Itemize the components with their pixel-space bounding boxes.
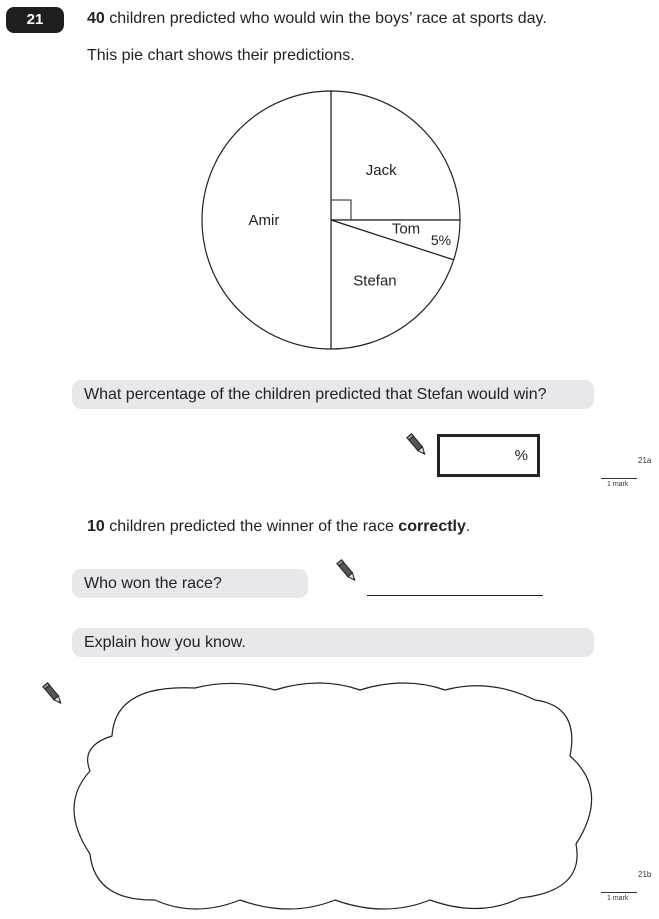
- correct-text-after: .: [465, 518, 471, 535]
- pie-label-jack: Jack: [365, 161, 397, 179]
- pie-slice-jack: [331, 91, 460, 220]
- mark-code-21b: 21b: [638, 870, 652, 879]
- part-b-prompt-explain: Explain how you know.: [72, 628, 594, 657]
- mark-line-21b: [601, 892, 637, 893]
- question-intro: [87, 10, 547, 28]
- pie-chart: [195, 84, 470, 354]
- pencil-icon: [42, 680, 64, 708]
- answer-box-percent[interactable]: [437, 434, 540, 477]
- pie-label-amir: Amir: [248, 212, 280, 229]
- mark-label-21a: 1 mark: [607, 481, 629, 488]
- pencil-icon: [406, 431, 428, 459]
- intro-text: children predicted who would win the boys’ race at sports day.: [104, 10, 547, 27]
- mark-line-21a: [601, 478, 637, 479]
- pie-label-stefan: Stefan: [353, 272, 397, 290]
- part-b-prompt-who: Who won the race?: [72, 569, 308, 598]
- mark-code-21a: 21a: [638, 456, 652, 465]
- correct-count: 10: [87, 518, 105, 535]
- pie-label-tom-percent: 5%: [430, 232, 452, 248]
- part-a-prompt: What percentage of the children predicted that Stefan would win?: [72, 380, 594, 409]
- explanation-cloud-box[interactable]: [70, 676, 600, 916]
- percent-unit: %: [514, 447, 528, 464]
- correct-bold-word: correctly: [398, 518, 466, 535]
- mark-label-21b: 1 mark: [607, 895, 629, 902]
- question-subintro: This pie chart shows their predictions.: [87, 47, 355, 64]
- pencil-icon: [336, 557, 358, 585]
- question-number: 21: [6, 7, 64, 33]
- winner-answer-line[interactable]: [367, 595, 543, 596]
- correct-statement: [87, 518, 470, 536]
- pie-label-tom: Tom: [391, 220, 421, 238]
- intro-count: 40: [87, 10, 105, 27]
- correct-text-before: children predicted the winner of the race: [104, 518, 399, 535]
